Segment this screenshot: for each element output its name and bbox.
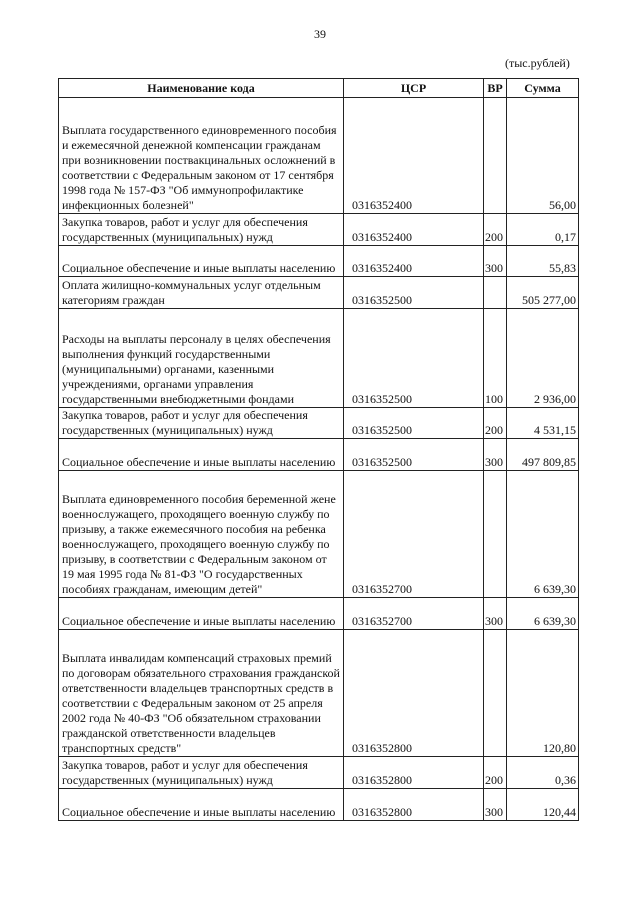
budget-table xyxy=(58,78,579,821)
row-sum: 4 531,15 xyxy=(507,408,579,439)
row-sum: 6 639,30 xyxy=(507,598,579,630)
row-name: Закупка товаров, работ и услуг для обеспечения государственных (муниципальных) нужд xyxy=(59,214,344,246)
row-vr xyxy=(484,98,507,214)
row-csr: 0316352700 xyxy=(344,598,484,630)
row-name: Выплата инвалидам компенсаций страховых премий по договорам обязательного страхования гражданской ответственности владельцев транспортных средств в соответствии с Федеральным законом от 25 апреля 2002 года № 40-ФЗ "Об обязательном страховании гражданской ответственности владельцев транспортных средств" xyxy=(59,630,344,757)
row-csr: 0316352500 xyxy=(344,439,484,471)
row-name: Социальное обеспечение и иные выплаты населению xyxy=(59,439,344,471)
header-csr: ЦСР xyxy=(344,79,484,98)
row-vr: 300 xyxy=(484,598,507,630)
table-row xyxy=(59,246,579,277)
row-vr xyxy=(484,630,507,757)
table-row xyxy=(59,471,579,598)
row-vr: 200 xyxy=(484,757,507,789)
row-sum: 0,36 xyxy=(507,757,579,789)
row-sum: 505 277,00 xyxy=(507,277,579,309)
row-sum: 55,83 xyxy=(507,246,579,277)
units-label: (тыс.рублей) xyxy=(505,56,570,70)
table-row xyxy=(59,98,579,214)
row-csr: 0316352800 xyxy=(344,757,484,789)
row-sum: 0,17 xyxy=(507,214,579,246)
row-sum: 56,00 xyxy=(507,98,579,214)
row-csr: 0316352500 xyxy=(344,277,484,309)
row-csr: 0316352400 xyxy=(344,98,484,214)
table-row xyxy=(59,789,579,821)
row-vr xyxy=(484,471,507,598)
table-row xyxy=(59,630,579,757)
row-name: Выплата государственного единовременного пособия и ежемесячной денежной компенсации гражданам при возникновении поствакцинальных осложнений в соответствии с Федеральным законом от 17 сентября 1998 года № 157-ФЗ "Об иммунопрофилактике инфекционных болезней" xyxy=(59,98,344,214)
table-row xyxy=(59,277,579,309)
header-sum: Сумма xyxy=(507,79,579,98)
table-row xyxy=(59,309,579,408)
row-vr: 100 xyxy=(484,309,507,408)
page-number: 39 xyxy=(314,27,326,41)
row-csr: 0316352800 xyxy=(344,630,484,757)
row-name: Расходы на выплаты персоналу в целях обеспечения выполнения функций государственными (муниципальными) органами, казенными учреждениями, органами управления государственными внебюджетными фондами xyxy=(59,309,344,408)
row-vr xyxy=(484,277,507,309)
row-csr: 0316352400 xyxy=(344,246,484,277)
row-vr: 200 xyxy=(484,408,507,439)
row-vr: 200 xyxy=(484,214,507,246)
row-sum: 6 639,30 xyxy=(507,471,579,598)
row-sum: 2 936,00 xyxy=(507,309,579,408)
row-sum: 120,44 xyxy=(507,789,579,821)
row-name: Закупка товаров, работ и услуг для обеспечения государственных (муниципальных) нужд xyxy=(59,757,344,789)
table-row xyxy=(59,439,579,471)
row-sum: 497 809,85 xyxy=(507,439,579,471)
table-header-row xyxy=(59,79,579,98)
row-sum: 120,80 xyxy=(507,630,579,757)
row-name: Социальное обеспечение и иные выплаты населению xyxy=(59,789,344,821)
row-name: Оплата жилищно-коммунальных услуг отдельным категориям граждан xyxy=(59,277,344,309)
row-name: Закупка товаров, работ и услуг для обеспечения государственных (муниципальных) нужд xyxy=(59,408,344,439)
header-vr: ВР xyxy=(484,79,507,98)
row-csr: 0316352700 xyxy=(344,471,484,598)
row-vr: 300 xyxy=(484,789,507,821)
row-csr: 0316352800 xyxy=(344,789,484,821)
table-row xyxy=(59,214,579,246)
row-name: Выплата единовременного пособия беременной жене военнослужащего, проходящего военную службу по призыву, а также ежемесячного пособия на ребенка военнослужащего, проходящего военную службу по призыву, в соответствии с Федеральным законом от 19 мая 1995 года № 81-ФЗ "О государственных пособиях гражданам, имеющим детей" xyxy=(59,471,344,598)
row-vr: 300 xyxy=(484,439,507,471)
row-csr: 0316352500 xyxy=(344,408,484,439)
table-row xyxy=(59,757,579,789)
table-row xyxy=(59,408,579,439)
row-name: Социальное обеспечение и иные выплаты населению xyxy=(59,246,344,277)
row-csr: 0316352400 xyxy=(344,214,484,246)
header-name: Наименование кода xyxy=(59,79,344,98)
row-name: Социальное обеспечение и иные выплаты населению xyxy=(59,598,344,630)
row-vr: 300 xyxy=(484,246,507,277)
table-row xyxy=(59,598,579,630)
row-csr: 0316352500 xyxy=(344,309,484,408)
